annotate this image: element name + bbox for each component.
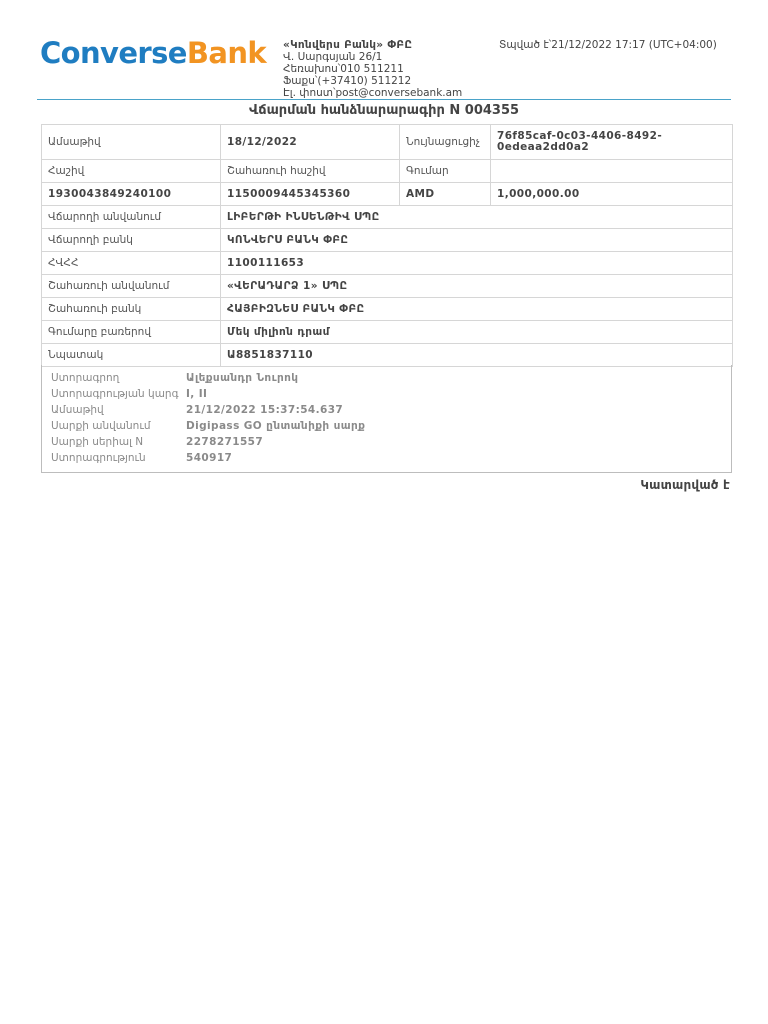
- signature-value: Digipass GO ընտանիքի սարք: [186, 420, 366, 432]
- logo-bank: Bank: [186, 36, 267, 70]
- printed-timestamp: Տպված է՝21/12/2022 17:17 (UTC+04:00): [499, 39, 717, 51]
- row-label: Գումարը բառերով: [42, 321, 221, 344]
- row-label: ՀՎՀՀ: [42, 252, 221, 275]
- table-row: [42, 160, 733, 183]
- row-value: ՀԱՅԲԻԶՆԵՍ ԲԱՆԿ ՓԲԸ: [221, 298, 733, 321]
- signature-row: [51, 404, 344, 416]
- table-row: [42, 344, 733, 367]
- bank-phone: Հեռախոս՝010 511211: [283, 63, 404, 75]
- conversebank-logo: [40, 35, 266, 71]
- identifier-label: Նույնացուցիչ: [400, 125, 491, 160]
- signature-label: Սարքի անվանում: [51, 420, 151, 432]
- bank-name: «Կոնվերս Բանկ» ՓԲԸ: [283, 39, 413, 51]
- logo-converse: Converse: [40, 36, 187, 70]
- row-label: Շահառուի բանկ: [42, 298, 221, 321]
- signature-row: [51, 372, 299, 384]
- row-label: Վճարողի բանկ: [42, 229, 221, 252]
- beneficiary-account-value: 1150009445345360: [221, 183, 400, 206]
- row-label: Վճարողի անվանում: [42, 206, 221, 229]
- document-title: Վճարման հանձնարարագիր N 004355: [248, 103, 520, 118]
- bank-fax: Ֆաքս՝(+37410) 511212: [283, 75, 412, 87]
- bank-email: Էլ. փոստ՝post@conversebank.am: [283, 87, 463, 99]
- table-row: [42, 125, 733, 160]
- row-value: Ա8851837110: [221, 344, 733, 367]
- table-row: [42, 252, 733, 275]
- signature-label: Սարքի սերիալ N: [51, 436, 144, 448]
- beneficiary-account-label: Շահառուի հաշիվ: [221, 160, 400, 183]
- signature-row: [51, 388, 208, 400]
- table-row: [42, 298, 733, 321]
- table-row: [42, 206, 733, 229]
- empty-cell: [491, 160, 733, 183]
- signature-row: [51, 420, 366, 432]
- signature-block: [41, 365, 732, 473]
- account-value: 1930043849240100: [42, 183, 221, 206]
- table-row: [42, 183, 733, 206]
- row-value: «ՎԵՐԱԴԱՐՁ 1» ՍՊԸ: [221, 275, 733, 298]
- row-label: Նպատակ: [42, 344, 221, 367]
- signature-row: [51, 436, 264, 448]
- date-value: 18/12/2022: [221, 125, 400, 160]
- signature-value: Ալեքսանդր Նուրոկ: [186, 372, 299, 384]
- account-label: Հաշիվ: [42, 160, 221, 183]
- table-row: [42, 229, 733, 252]
- currency-value: AMD: [400, 183, 491, 206]
- header-divider: [37, 99, 731, 100]
- signature-row: [51, 452, 233, 464]
- date-label: Ամսաթիվ: [42, 125, 221, 160]
- identifier-value: 76f85caf-0c03-4406-8492-0edeaa2dd0a2: [491, 125, 733, 160]
- table-row: [42, 275, 733, 298]
- signature-value: 540917: [186, 452, 233, 464]
- bank-address: Վ. Սարգսյան 26/1: [283, 51, 383, 63]
- amount-value: 1,000,000.00: [491, 183, 733, 206]
- row-value: ԿՈՆՎԵՐՍ ԲԱՆԿ ՓԲԸ: [221, 229, 733, 252]
- row-value: 1100111653: [221, 252, 733, 275]
- signature-value: 21/12/2022 15:37:54.637: [186, 404, 344, 416]
- row-label: Շահառուի անվանում: [42, 275, 221, 298]
- signature-value: I, II: [186, 388, 208, 400]
- table-row: [42, 321, 733, 344]
- signature-label: Ստորագրություն: [51, 452, 146, 464]
- signature-label: Ստորագրության կարգ: [51, 388, 179, 400]
- payment-order-table: [41, 124, 733, 367]
- signature-value: 2278271557: [186, 436, 264, 448]
- row-value: ԼԻԲԵՐԹԻ ԻՆՍԵՆԹԻՎ ՍՊԸ: [221, 206, 733, 229]
- row-value: Մեկ միլիոն դրամ: [221, 321, 733, 344]
- signature-label: Ամսաթիվ: [51, 404, 104, 416]
- bank-info: [283, 39, 462, 99]
- status-completed: Կատարված է: [640, 478, 730, 492]
- signature-label: Ստորագրող: [51, 372, 120, 384]
- amount-label: Գումար: [400, 160, 491, 183]
